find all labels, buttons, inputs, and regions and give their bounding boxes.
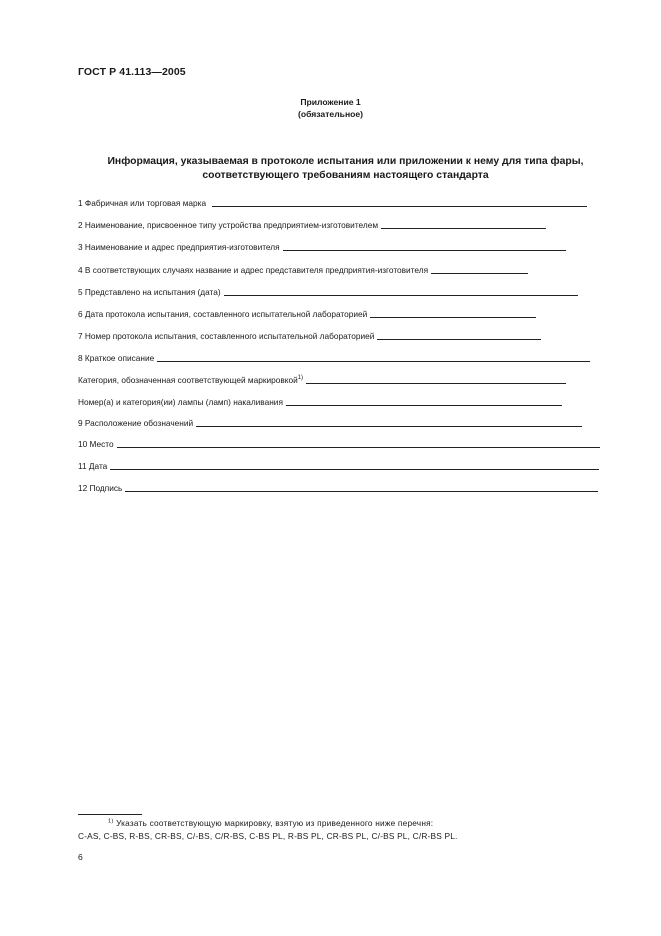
fill-in-line[interactable] [157,361,590,362]
field-row-lamp-category [78,395,562,407]
field-label: 11 Дата [78,461,108,471]
fill-in-line[interactable] [224,295,578,296]
title-line-1: Информация, указываемая в протоколе испытания или приложении к нему для типа фары, [107,156,584,167]
fill-in-line[interactable] [125,491,598,492]
field-label: 2 Наименование, присвоенное типу устройства предприятием-изготовителем [78,220,379,230]
field-row-signature [78,481,598,493]
field-label: 10 Место [78,439,114,449]
page-number: 6 [78,852,83,862]
field-row-date [78,459,599,471]
field-row-description [78,351,590,363]
section-title [78,155,613,182]
title-line-2: соответствующего требованиям настоящего стандарта [202,169,489,181]
annex-heading [0,97,661,120]
fill-in-line[interactable] [370,317,536,318]
fill-in-line[interactable] [110,469,599,470]
field-label: Номер(а) и категория(ии) лампы (ламп) накаливания [78,397,283,407]
field-row-place [78,437,600,449]
field-label: 12 Подпись [78,483,123,493]
fill-in-line[interactable] [212,206,587,207]
field-row-report-date [78,307,536,319]
field-label: 7 Номер протокола испытания, составленного испытательной лабораторией [78,331,375,341]
field-row-marking-location [78,416,582,428]
footnote-line-1 [78,817,618,830]
footnote [78,817,618,842]
footnote-text: Указать соответствующую маркировку, взятую из приведенного ниже перечня: [113,818,434,828]
field-label: 8 Краткое описание [78,353,155,363]
field-row-type-name [78,218,546,230]
field-label: 5 Представлено на испытания (дата) [78,287,221,297]
annex-status: (обязательное) [297,108,364,119]
footnote-divider [78,814,142,815]
footnote-marking-list: C-AS, C-BS, R-BS, CR-BS, C/-BS, C/R-BS, C-BS PL, R-BS PL, CR-BS PL, C/-BS PL, C/R-BS PL. [78,830,458,841]
footnote-marker: 1) [108,818,114,825]
field-row-report-number [78,329,541,341]
fill-in-line[interactable] [381,228,546,229]
field-label: 1 Фабричная или торговая марка [78,198,207,208]
category-label-text: Категория, обозначенная соответствующей маркировкой [78,375,298,385]
field-label [78,375,303,385]
field-label: 9 Расположение обозначений [78,418,194,428]
field-row-trade-mark [78,196,587,208]
fill-in-line[interactable] [377,339,541,340]
field-row-representative [78,263,528,275]
fill-in-line[interactable] [286,405,562,406]
fill-in-line[interactable] [283,250,566,251]
field-label: 6 Дата протокола испытания, составленного испытательной лабораторией [78,309,368,319]
field-row-manufacturer [78,240,566,252]
document-code: ГОСТ Р 41.113—2005 [78,66,186,78]
fill-in-line[interactable] [196,426,582,427]
field-row-submitted-date [78,285,578,297]
fill-in-line[interactable] [431,273,528,274]
fill-in-line[interactable] [117,447,600,448]
footnote-reference: 1) [297,375,304,381]
fill-in-line[interactable] [306,383,566,384]
annex-number: Приложение 1 [300,97,361,107]
field-row-category [78,373,566,385]
field-label: 3 Наименование и адрес предприятия-изготовителя [78,242,280,252]
field-label: 4 В соответствующих случаях название и адрес представителя предприятия-изготовителя [78,265,429,275]
